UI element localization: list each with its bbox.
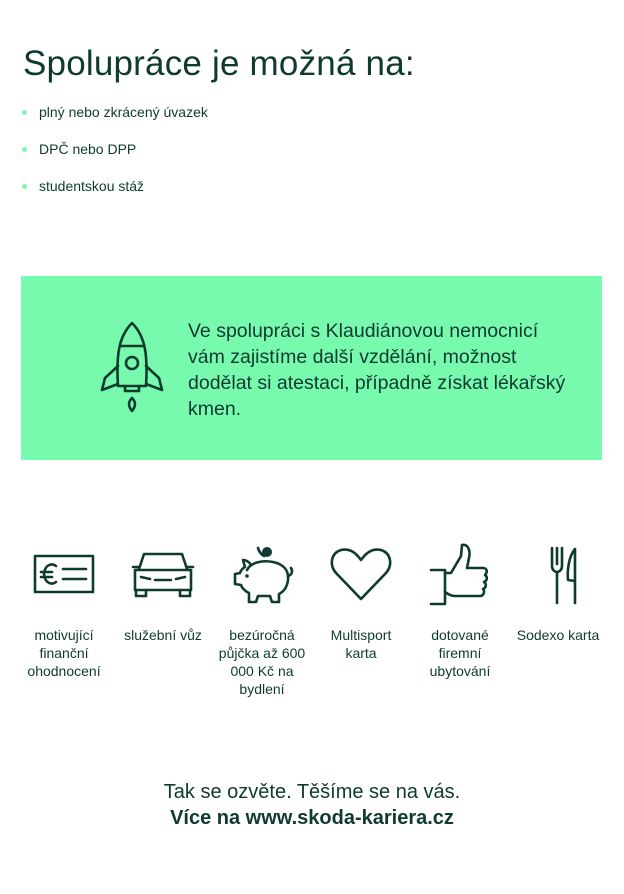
car-icon bbox=[130, 540, 196, 610]
website-link[interactable]: Více na www.skoda-kariera.cz bbox=[170, 807, 454, 829]
benefit-item bbox=[18, 540, 110, 680]
benefit-item bbox=[512, 540, 604, 644]
list-item: studentskou stáž bbox=[22, 176, 208, 213]
benefit-item bbox=[216, 540, 308, 698]
benefit-label: motivující finanční ohodnocení bbox=[27, 627, 101, 679]
list-item: plný nebo zkrácený úvazek bbox=[22, 102, 208, 139]
list-item: DPČ nebo DPP bbox=[22, 139, 208, 176]
fork-knife-icon bbox=[525, 540, 591, 610]
heart-icon bbox=[328, 540, 394, 610]
benefit-label: služební vůz bbox=[124, 627, 202, 643]
benefit-item bbox=[414, 540, 506, 680]
benefit-label: bezúročná půjčka až 600 000 Kč na bydlení bbox=[218, 627, 306, 697]
thumbs-up-icon bbox=[427, 540, 493, 610]
benefit-label: dotované firemní ubytování bbox=[429, 627, 491, 679]
benefit-label: Sodexo karta bbox=[516, 627, 600, 643]
footer-cta bbox=[0, 779, 624, 831]
euro-cheque-icon bbox=[31, 540, 97, 610]
benefits-row bbox=[0, 540, 624, 710]
benefit-label: Multisport karta bbox=[330, 627, 392, 661]
banner-text: Ve spolupráci s Klaudiánovou nemocnicí vám zajistíme další vzdělání, možnost dodělat si atestaci, případně získat lékařský kmen. bbox=[188, 320, 566, 420]
education-banner bbox=[21, 276, 602, 460]
footer-line: Tak se ozvěte. Těšíme se na vás. bbox=[163, 781, 461, 803]
benefit-item bbox=[117, 540, 209, 644]
rocket-icon bbox=[95, 320, 169, 416]
page-title: Spolupráce je možná na: bbox=[23, 44, 415, 83]
cooperation-list bbox=[22, 102, 208, 213]
piggy-bank-icon bbox=[229, 540, 295, 610]
benefit-item bbox=[315, 540, 407, 662]
